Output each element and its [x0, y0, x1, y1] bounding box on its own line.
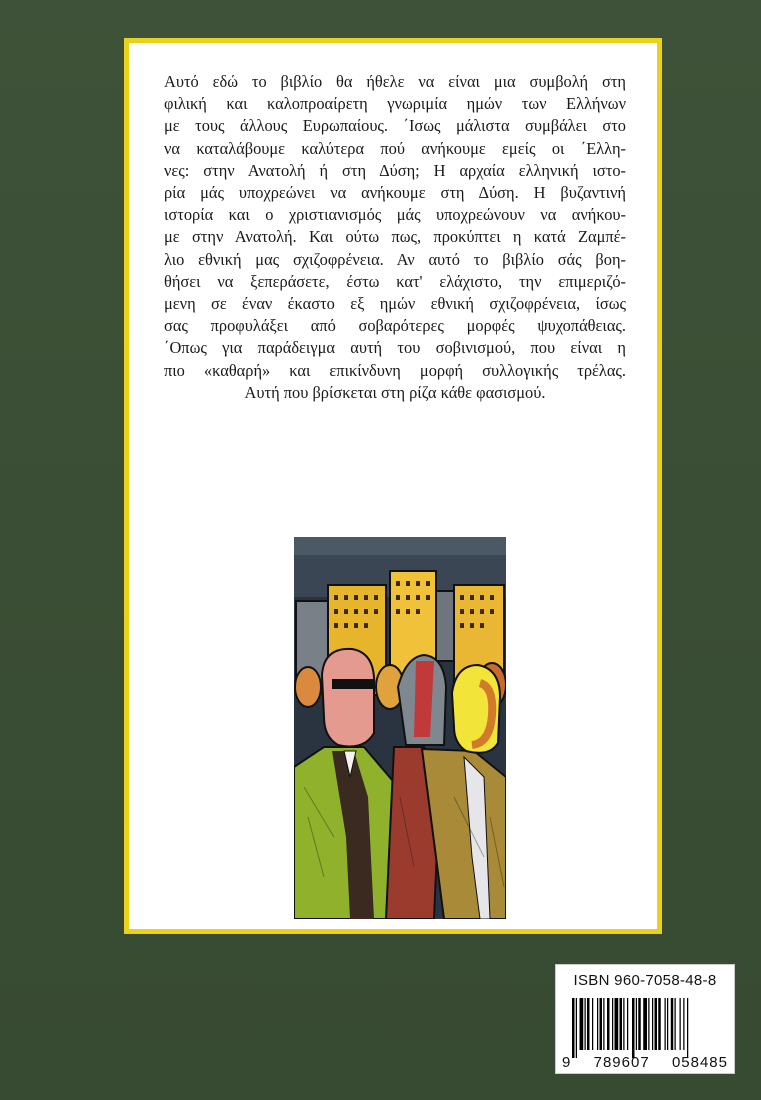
- blurb-line: ρία μάς υποχρεώνει να ανήκουμε στη Δύση. Η βυζαντινή: [164, 183, 626, 203]
- blurb-line: λιο εθνική μας σχιζοφρένεια. Αν αυτό το βιβλίο σάς βοη-: [164, 249, 626, 269]
- blurb-line: φιλική και καλοπροαίρετη γνωριμία ημών των Ελλήνων: [164, 94, 626, 114]
- isbn-label: ISBN 960-7058-48-8: [573, 972, 717, 989]
- blurb-line: σας προφυλάξει από σοβαρότερες μορφές ψυχοπάθειας.: [164, 316, 626, 336]
- blurb-line: να καταλάβουμε καλύτερα πού ανήκουμε εμείς οι ΄Ελλη-: [164, 138, 626, 158]
- blurb-line-final: Αυτή που βρίσκεται στη ρίζα κάθε φασισμού.: [244, 382, 546, 402]
- blurb-line: με τους άλλους Ευρωπαίους. ΄Ισως μάλιστα συμβάλει στο: [164, 116, 626, 136]
- back-cover-blurb: [164, 71, 626, 404]
- barcode-bars: [572, 998, 730, 1058]
- barcode-digits-right: 058485: [671, 1054, 728, 1071]
- blurb-line: θήσει να ξεπεράσετε, έστω κατ' ελάχιστο, την επιμεριζό-: [164, 271, 626, 291]
- blurb-line: πιο «καθαρή» και επικίνδυνη μορφή συλλογικής τρέλας.: [164, 360, 626, 380]
- barcode-digits: [562, 1054, 728, 1071]
- barcode-digits-left: 789607: [593, 1054, 650, 1071]
- barcode-digit-prefix: 9: [562, 1054, 572, 1071]
- content-panel: [124, 38, 662, 934]
- blurb-line: ΄Οπως για παράδειγμα αυτή του σοβινισμού, που είναι η: [164, 338, 626, 358]
- blurb-line: νες: στην Ανατολή ή στη Δύση; Η αρχαία ελληνική ιστο-: [164, 160, 626, 180]
- blurb-line: Αυτό εδώ το βιβλίο θα ήθελε να είναι μια συμβολή στη: [164, 72, 626, 91]
- blurb-line: ιστορία και ο χριστιανισμός μάς υποχρεώνουν να ανήκου-: [164, 205, 626, 225]
- blurb-line: μενη σε έναν έκαστο εξ ημών εθνική σχιζοφρένεια, ίσως: [164, 294, 626, 314]
- isbn-barcode: [555, 964, 735, 1074]
- blurb-line: με στην Ανατολή. Και ούτω πως, προκύπτει η κατά Ζαμπέ-: [164, 227, 626, 247]
- cover-illustration: [294, 537, 506, 919]
